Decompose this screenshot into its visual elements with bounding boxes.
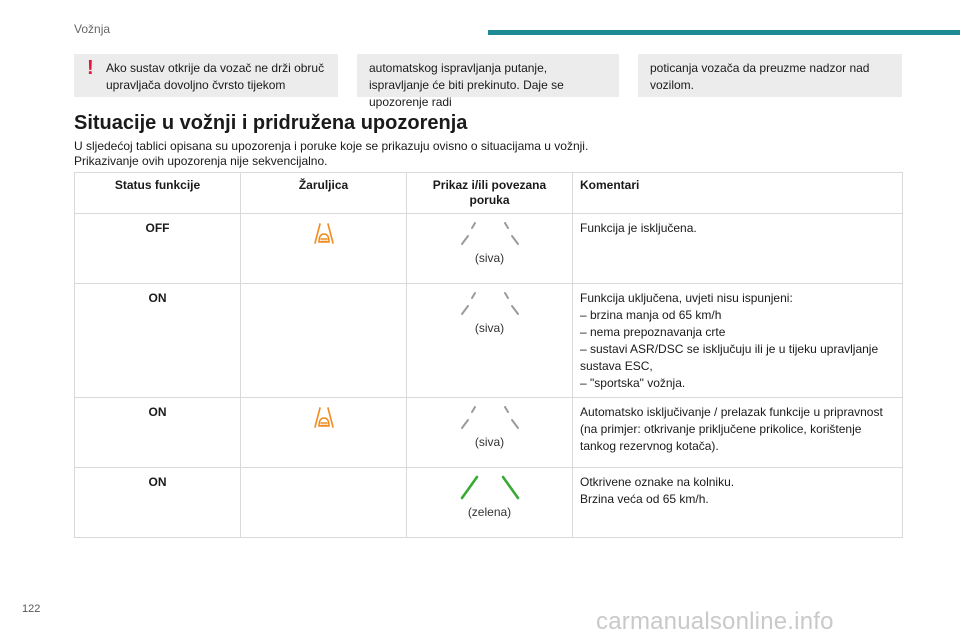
comment-line: – "sportska" vožnja. [580, 376, 686, 390]
bulb-cell [241, 468, 407, 538]
display-cell [407, 398, 573, 468]
lane-markings-icon [458, 404, 522, 430]
intro-line-1: U sljedećoj tablici opisana su upozorenja i poruke koje se prikazuju ovisno o situacijama u vožnji. [74, 139, 589, 153]
comment-line: Automatsko isključivanje / prelazak funkcije u pripravnost (na primjer: otkrivanje priključene prikolice, korištenje tankog rezervnog kotača). [580, 405, 883, 453]
comment-line: Funkcija uključena, uvjeti nisu ispunjeni: [580, 291, 793, 305]
comment-line: – brzina manja od 65 km/h [580, 308, 722, 322]
lane-warning-icon [311, 222, 337, 246]
comment-line: – sustavi ASR/DSC se isključuju ili je u tijeku upravljanje sustava ESC, [580, 342, 879, 373]
status-cell: ON [75, 398, 241, 468]
display-caption: (siva) [474, 321, 505, 335]
bulb-cell [241, 398, 407, 468]
warning-text-1: Ako sustav otkrije da vozač ne drži obruč upravljača dovoljno čvrsto tijekom [106, 61, 325, 92]
status-cell: ON [75, 284, 241, 398]
status-cell: ON [75, 468, 241, 538]
warning-box-1 [74, 54, 338, 97]
table-row [75, 468, 903, 538]
comment-line: – nema prepoznavanja crte [580, 325, 726, 339]
comment-cell [573, 468, 903, 538]
display-cell [407, 468, 573, 538]
comment-cell [573, 398, 903, 468]
page-number: 122 [22, 603, 41, 615]
intro-line-2: Prikazivanje ovih upozorenja nije sekvencijalno. [74, 154, 328, 168]
display-caption: (siva) [474, 435, 505, 449]
table-row [75, 398, 903, 468]
lane-markings-icon [458, 474, 522, 500]
header-status: Status funkcije [75, 173, 241, 214]
display-cell [407, 214, 573, 284]
comment-cell [573, 214, 903, 284]
display-caption: (zelena) [467, 505, 512, 519]
header-accent-bar [488, 30, 960, 35]
table-header-row [75, 173, 903, 214]
table-row [75, 284, 903, 398]
comment-line: Otkrivene oznake na kolniku. [580, 475, 735, 489]
bulb-cell [241, 284, 407, 398]
situations-table [74, 172, 903, 538]
section-intro [74, 139, 588, 169]
section-header: Vožnja [74, 22, 111, 36]
warning-box-3 [638, 54, 902, 97]
header-display: Prikaz i/ili povezana poruka [407, 173, 573, 214]
table-row [75, 214, 903, 284]
bulb-cell [241, 214, 407, 284]
header-bulb: Žaruljica [241, 173, 407, 214]
lane-markings-icon [458, 220, 522, 246]
comment-line: Funkcija je isključena. [580, 221, 697, 235]
warning-text-3: poticanja vozača da preuzme nadzor nad vozilom. [650, 61, 870, 92]
display-caption: (siva) [474, 251, 505, 265]
display-cell [407, 284, 573, 398]
comment-line: Brzina veća od 65 km/h. [580, 492, 709, 506]
status-cell: OFF [75, 214, 241, 284]
lane-markings-icon [458, 290, 522, 316]
section-title: Situacije u vožnji i pridružena upozorenja [74, 112, 468, 134]
exclamation-icon: ! [87, 57, 94, 79]
watermark: carmanualsonline.info [596, 608, 834, 635]
warning-text-2: automatskog ispravljanja putanje, ispravljanje će biti prekinuto. Daje se upozorenje radi [369, 61, 564, 109]
comment-cell [573, 284, 903, 398]
lane-warning-icon [311, 406, 337, 430]
warning-box-2 [357, 54, 619, 109]
header-comments: Komentari [573, 173, 903, 214]
